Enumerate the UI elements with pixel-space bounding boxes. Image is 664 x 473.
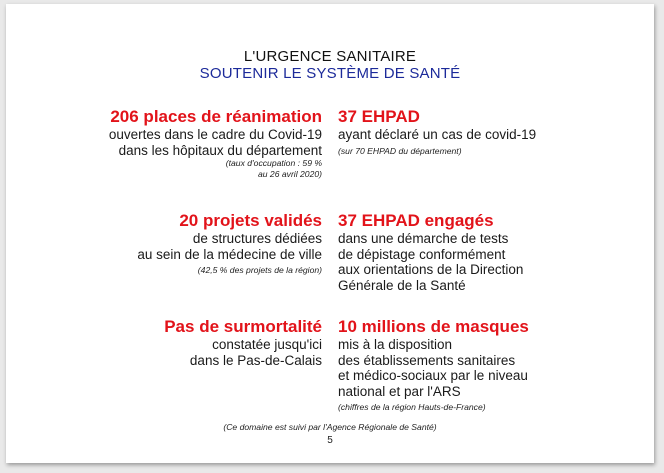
stat-line: et médico-sociaux par le niveau (338, 368, 528, 383)
stat-headline: 10 millions de masques (338, 317, 529, 336)
document-page (6, 4, 654, 463)
page-number: 5 (327, 435, 333, 446)
stat-block-ehpad-tests (338, 211, 523, 293)
stat-block-reanimation (109, 107, 322, 180)
stat-line: Générale de la Santé (338, 277, 466, 293)
stat-line: de structures dédiées (192, 231, 322, 246)
page-subtitle: SOUTENIR LE SYSTÈME DE SANTÉ (199, 65, 461, 82)
stat-line: ouvertes dans le cadre du Covid-19 (108, 127, 322, 142)
stat-headline: 37 EHPAD engagés (338, 211, 494, 230)
footer-note: (Ce domaine est suivi par l'Agence Régionale de Santé) (223, 422, 437, 432)
stat-block-projets (137, 211, 322, 276)
stat-note: au 26 avril 2020) (257, 169, 322, 179)
stat-line: dans les hôpitaux du département (118, 142, 322, 158)
stat-headline: Pas de surmortalité (164, 317, 322, 336)
stat-note: (taux d'occupation : 59 % (225, 158, 322, 168)
stat-line: mis à la disposition (338, 337, 453, 352)
stat-line: dans une démarche de tests (338, 231, 509, 246)
stat-note: (sur 70 EHPAD du département) (338, 145, 462, 156)
page-title: L'URGENCE SANITAIRE (243, 48, 417, 65)
page-header (6, 48, 654, 82)
stat-line: national et par l'ARS (338, 383, 461, 399)
stat-line: de dépistage conformément (338, 246, 506, 262)
stat-block-masques (338, 317, 529, 413)
stat-note: (42,5 % des projets de la région) (197, 265, 322, 275)
stat-line: des établissements sanitaires (338, 352, 516, 368)
stat-line: au sein de la médecine de ville (137, 246, 322, 262)
stat-line: constatée jusqu'ici (212, 337, 322, 352)
stat-headline: 206 places de réanimation (110, 107, 322, 126)
stat-note: (chiffres de la région Hauts-de-France) (338, 402, 486, 412)
stat-headline: 20 projets validés (179, 211, 322, 230)
stat-headline: 37 EHPAD (338, 107, 420, 126)
stat-line: ayant déclaré un cas de covid-19 (338, 127, 537, 142)
stat-line: aux orientations de la Direction (338, 262, 524, 277)
stat-block-surmortalite (164, 317, 322, 368)
stat-line: dans le Pas-de-Calais (189, 352, 322, 368)
stat-block-ehpad-cases (338, 107, 536, 157)
